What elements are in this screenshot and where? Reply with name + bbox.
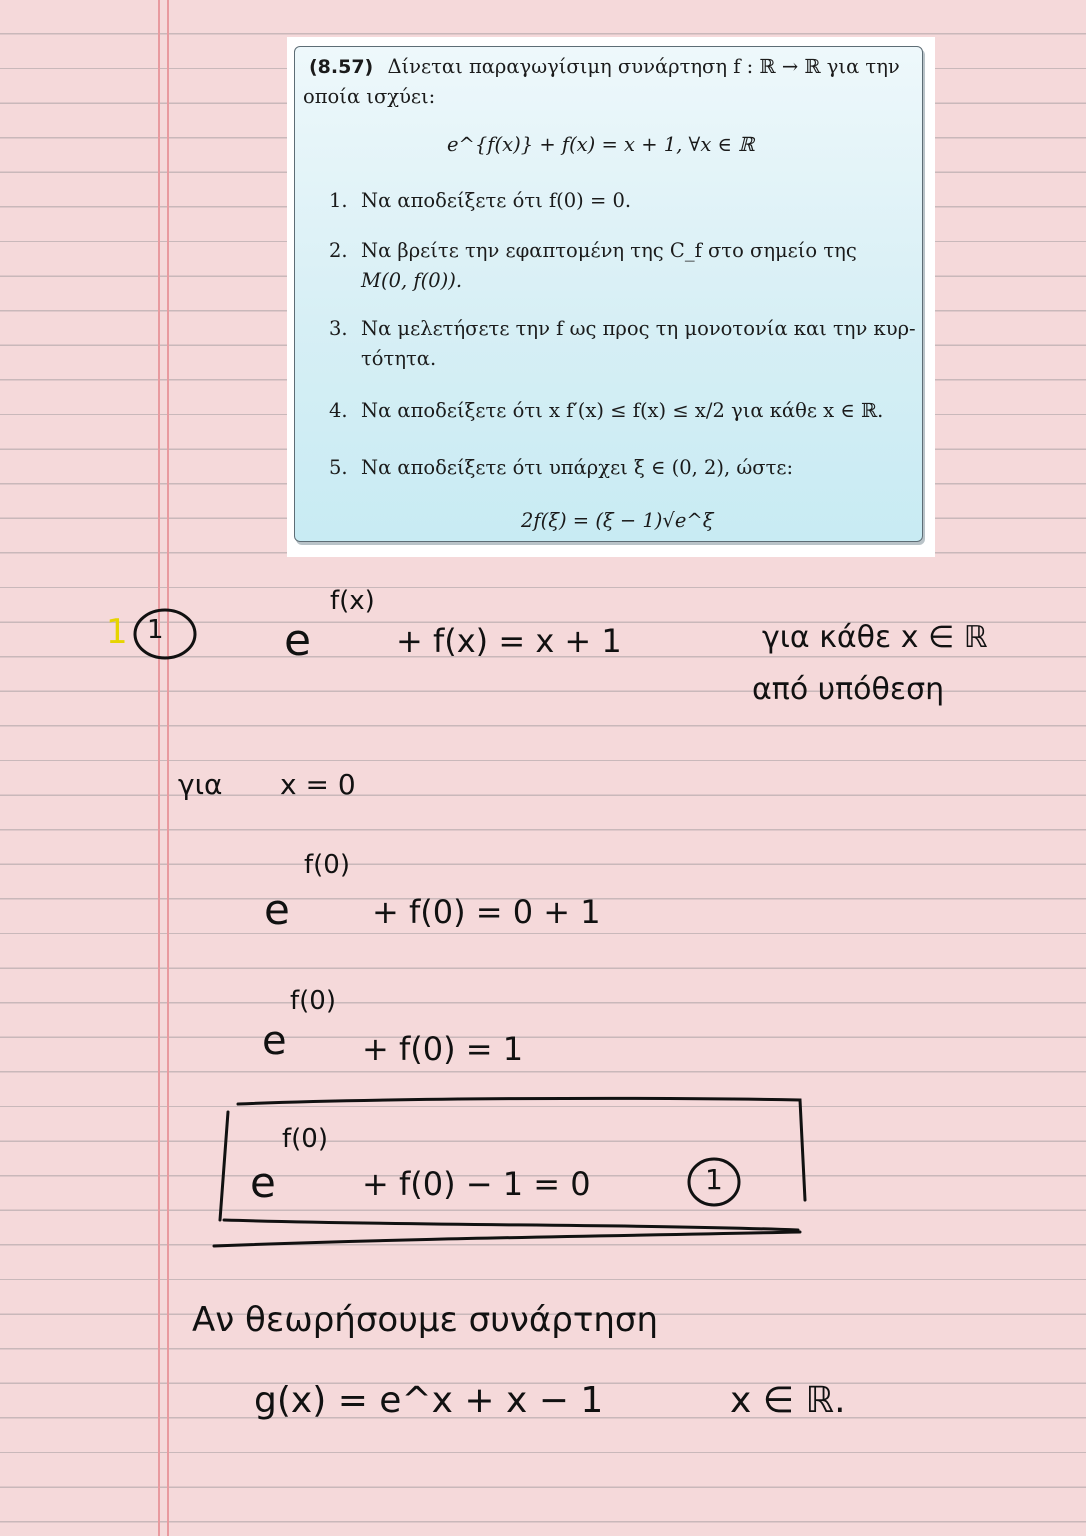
boxed-rest: + f(0) − 1 = 0 — [362, 1165, 591, 1203]
item-text-cont: M(0, f(0)). — [361, 269, 463, 292]
problem-intro-line-1: Δίνεται παραγωγίσιμη συνάρτηση f : ℝ → ℝ για την — [387, 55, 900, 78]
underline — [214, 1232, 800, 1246]
step2-exponent: f(0) — [290, 986, 336, 1016]
item-number: 1. — [329, 189, 348, 212]
side-note-line-1: για κάθε x ∈ ℝ — [762, 620, 988, 655]
item-text: Να αποδείξετε ότι f(0) = 0. — [361, 189, 632, 212]
consider-text: Αν θεωρήσουμε συνάρτηση — [192, 1300, 659, 1340]
step1-exponent: f(0) — [304, 850, 350, 880]
box-top-right — [238, 1098, 805, 1200]
item-text: Να αποδείξετε ότι υπάρχει ξ ∈ (0, 2), ώστε: — [361, 456, 794, 479]
box-left — [220, 1112, 228, 1220]
item-number: 2. — [329, 239, 348, 262]
problem-intro-line-2: οποία ισχύει: — [303, 85, 436, 108]
g-domain: x ∈ ℝ. — [730, 1380, 846, 1421]
line1-rest: + f(x) = x + 1 — [396, 622, 622, 660]
for-label: για — [178, 768, 223, 801]
step1-base: e — [264, 885, 290, 934]
problem-number: (8.57) — [309, 56, 374, 78]
item-text-cont: τότητα. — [361, 347, 437, 370]
main-equation: e^{f(x)} + f(x) = x + 1, ∀x ∈ ℝ — [447, 133, 755, 156]
g-definition: g(x) = e^x + x − 1 — [254, 1380, 604, 1421]
circled-one: 1 — [147, 615, 164, 645]
step2-rest: + f(0) = 1 — [362, 1030, 524, 1068]
step2-base: e — [262, 1018, 287, 1064]
item-number: 5. — [329, 456, 348, 479]
boxed-base: e — [250, 1158, 276, 1207]
line1-exponent: f(x) — [330, 586, 375, 616]
x-equals-zero: x = 0 — [280, 768, 356, 801]
circle-around-one — [135, 610, 195, 658]
item-number: 4. — [329, 399, 348, 422]
boxed-circled-one: 1 — [705, 1163, 723, 1196]
item-text: Να μελετήσετε την f ως προς τη μονοτονία και την κυρ- — [361, 317, 916, 340]
line1-base: e — [284, 615, 312, 666]
highlight-marker: 1 — [106, 612, 128, 652]
side-note-line-2: από υπόθεση — [752, 672, 945, 707]
item-number: 3. — [329, 317, 348, 340]
step1-rest: + f(0) = 0 + 1 — [372, 893, 601, 931]
boxed-exponent: f(0) — [282, 1124, 328, 1154]
box-bottom — [224, 1220, 798, 1230]
item-text: Να αποδείξετε ότι x f′(x) ≤ f(x) ≤ x/2 για κάθε x ∈ ℝ. — [361, 399, 884, 422]
final-equation: 2f(ξ) = (ξ − 1)√e^ξ — [521, 509, 714, 532]
circle-around-boxed-one — [689, 1159, 739, 1205]
item-text: Να βρείτε την εφαπτομένη της C_f στο σημείο της — [361, 239, 857, 262]
